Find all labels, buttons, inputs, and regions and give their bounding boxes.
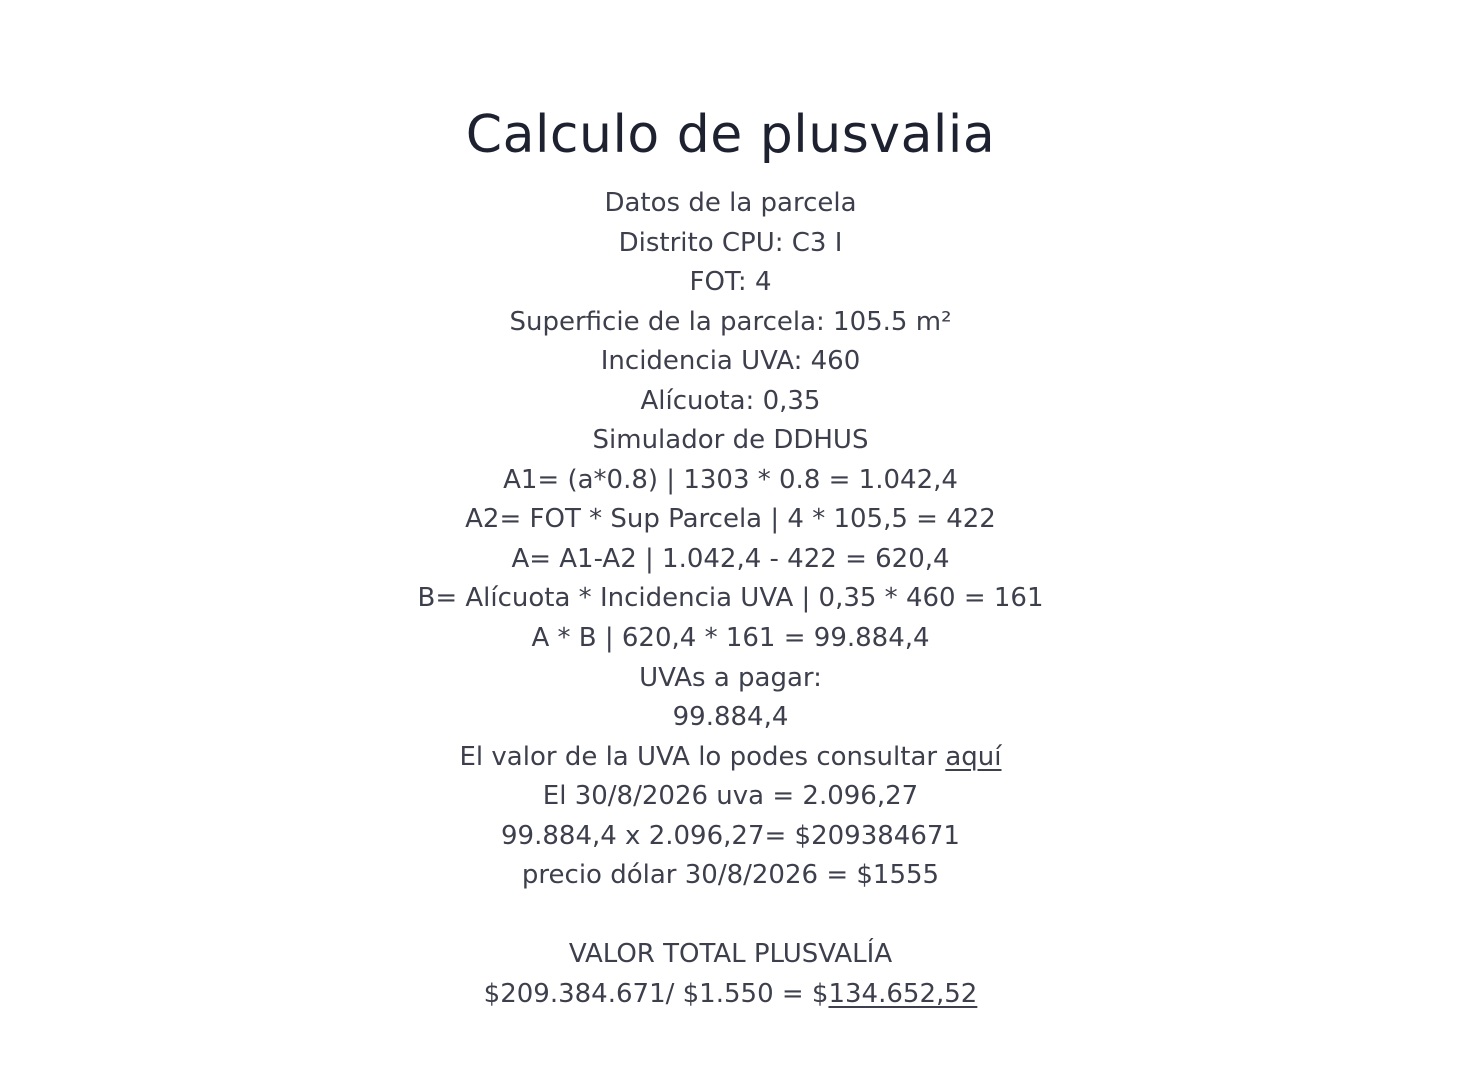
incidencia-line: Incidencia UVA: 460 <box>600 346 861 377</box>
a-formula: A= A1-A2 | 1.042,4 - 422 = 620,4 <box>511 543 950 574</box>
b-formula: B= Alícuota * Incidencia UVA | 0,35 * 460 = 161 <box>417 583 1044 614</box>
total-result: 134.652,52 <box>828 978 978 1009</box>
uva-consult-link[interactable]: aquí <box>945 741 1002 772</box>
datos-heading: Datos de la parcela <box>604 188 857 218</box>
spacer <box>0 896 1461 936</box>
uva-date-line: El 30/8/2026 uva = 2.096,27 <box>542 781 919 812</box>
dolar-line: precio dólar 30/8/2026 = $1555 <box>521 860 940 891</box>
total-label: VALOR TOTAL PLUSVALÍA <box>568 939 893 970</box>
uva-calc-line: 99.884,4 x 2.096,27= $209384671 <box>501 820 960 851</box>
uvas-label: UVAs a pagar: <box>639 662 822 693</box>
total-formula <box>0 975 1461 1015</box>
a2-formula: A2= FOT * Sup Parcela | 4 * 105,5 = 422 <box>465 504 996 535</box>
fot-line: FOT: 4 <box>689 267 772 298</box>
total-formula-prefix: $209.384.671/ $1.550 = $ <box>483 978 829 1009</box>
simulador-heading: Simulador de DDHUS <box>592 425 869 456</box>
distrito-line: Distrito CPU: C3 I <box>618 227 843 258</box>
uvas-value: 99.884,4 <box>672 702 789 733</box>
alicuota-line: Alícuota: 0,35 <box>640 385 821 416</box>
calculation-text <box>0 184 1461 1014</box>
uva-consult-text: El valor de la UVA lo podes consultar <box>459 741 946 772</box>
ab-formula: A * B | 620,4 * 161 = 99.884,4 <box>531 623 930 654</box>
uva-consult-line <box>0 738 1461 778</box>
page-title: Calculo de plusvalia <box>465 105 996 165</box>
superficie-line: Superficie de la parcela: 105.5 m² <box>509 306 952 337</box>
a1-formula: A1= (a*0.8) | 1303 * 0.8 = 1.042,4 <box>503 464 958 495</box>
